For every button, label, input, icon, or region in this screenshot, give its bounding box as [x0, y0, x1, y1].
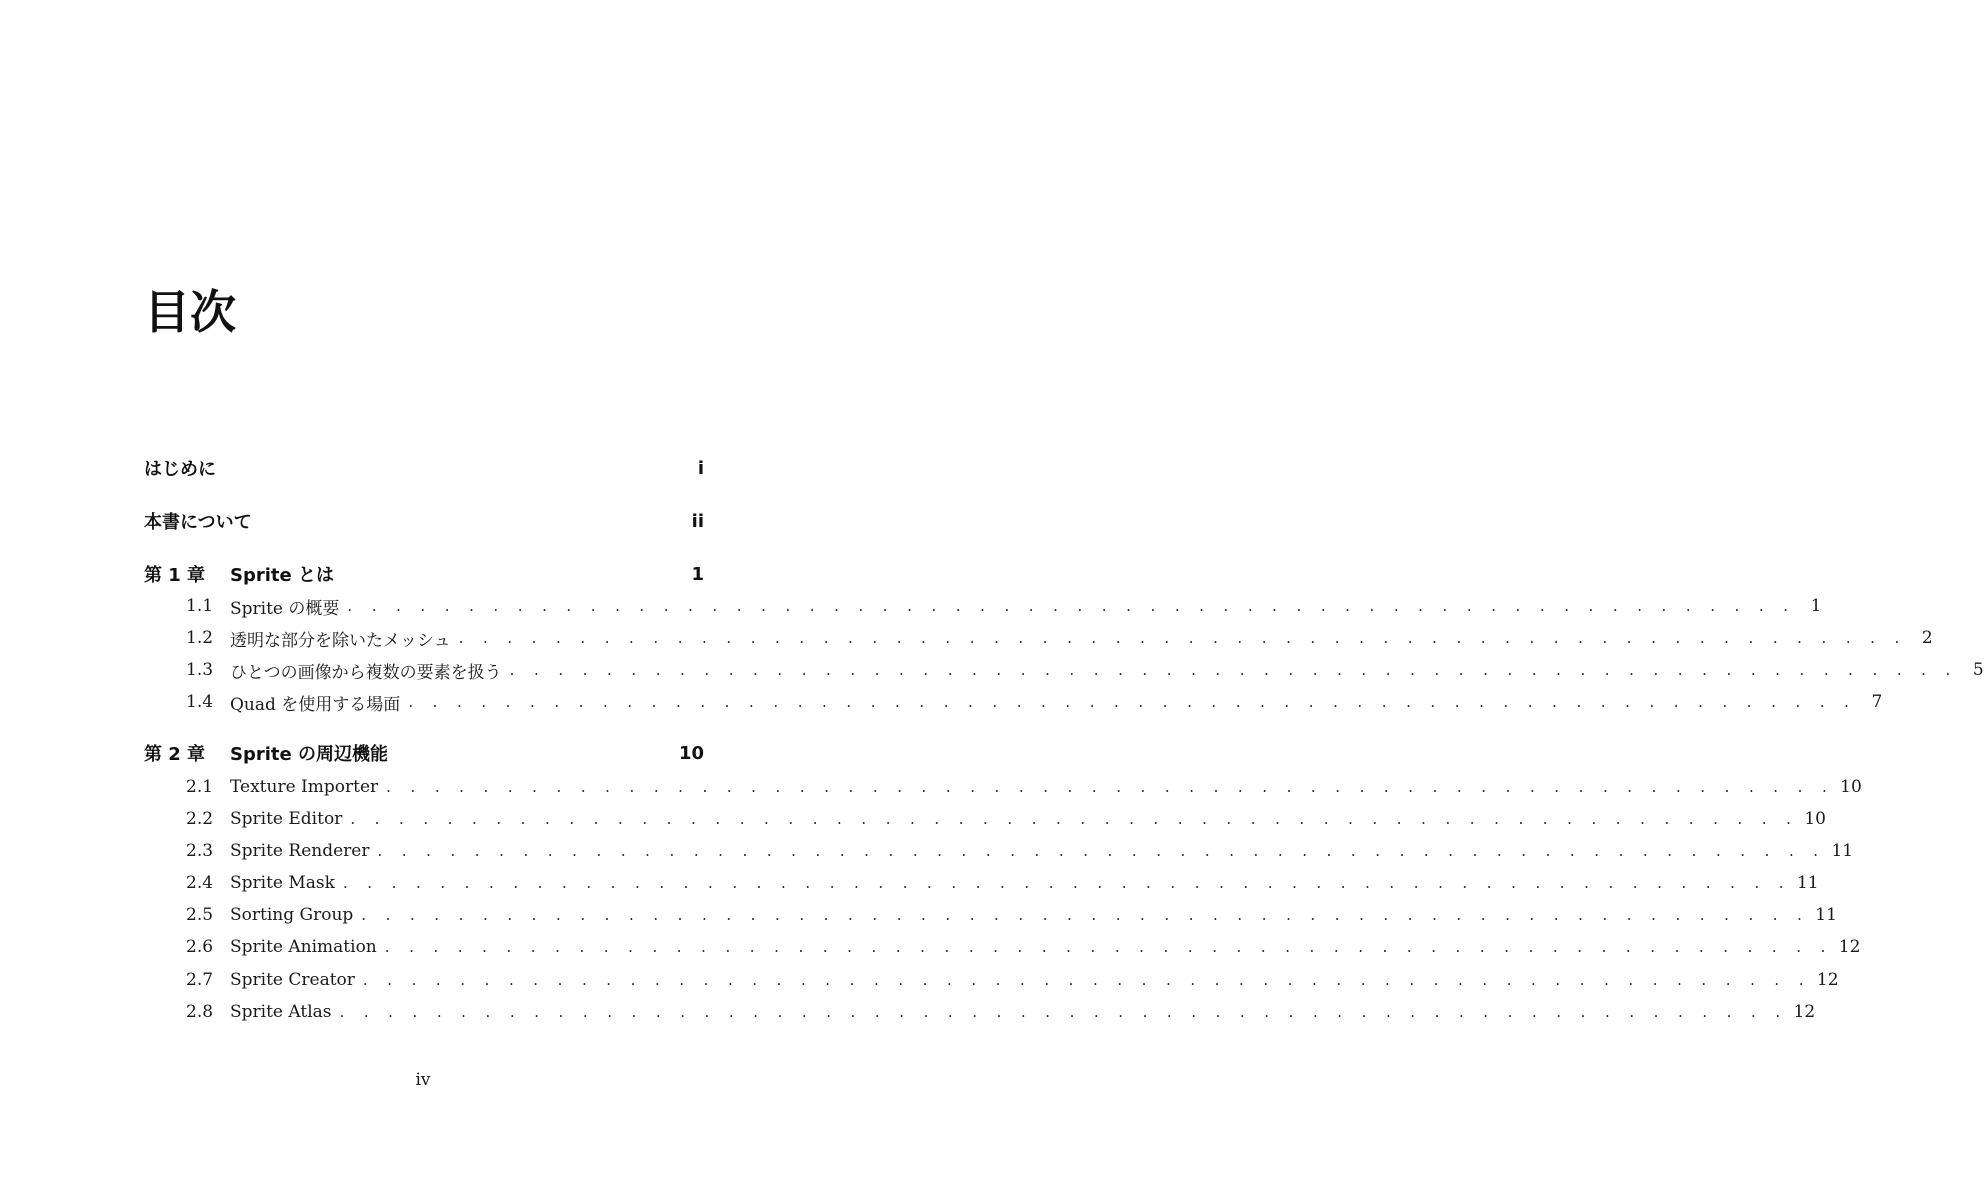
dot-leader: . . . . . . . . . . . . . . . . . . . . . . . . . . . . . . . . . . . . . . . . . . . . . . . . . . . . . . . . . . . . [408, 693, 1857, 711]
dot-leader: . . . . . . . . . . . . . . . . . . . . . . . . . . . . . . . . . . . . . . . . . . . . . . . . . . . . . . . . . . . . [384, 938, 1833, 956]
page-ref: 5 [1972, 660, 1984, 680]
dot-leader: . . . . . . . . . . . . . . . . . . . . . . . . . . . . . . . . . . . . . . . . . . . . . . . . . . . . . . . . . . . . [342, 874, 1791, 892]
page-ref: i [697, 457, 704, 479]
toc-section-entry[interactable] [144, 899, 1837, 931]
dot-leader: . . . . . . . . . . . . . . . . . . . . . . . . . . . . . . . . . . . . . . . . . . . . . . . . . . . . . . . . . . . . [509, 661, 1958, 679]
toc-section-entry[interactable] [144, 964, 1839, 996]
dot-leader: . . . . . . . . . . . . . . . . . . . . . . . . . . . . . . . . . . . . . . . . . . . . . . . . . . . . . . . . . . . . [362, 971, 1811, 989]
section-number: 1.2 [186, 628, 214, 648]
page-number: iv [415, 1070, 431, 1090]
toc-section-entry[interactable] [144, 590, 1822, 622]
page-ref: 10 [678, 742, 704, 764]
toc-heading: 目次 [144, 285, 236, 339]
section-number: 2.8 [186, 1002, 214, 1022]
toc-chapter-entry[interactable] [144, 452, 704, 484]
dot-leader: . . . . . . . . . . . . . . . . . . . . . . . . . . . . . . . . . . . . . . . . . . . . . . . . . . . . . . . . . . . . [377, 842, 1826, 860]
toc-section-entry[interactable] [144, 654, 1984, 686]
page-ref: 2 [1921, 628, 1933, 648]
chapter-title: はじめに [144, 459, 216, 480]
toc-chapter-entry[interactable] [144, 737, 704, 769]
dot-leader: . . . . . . . . . . . . . . . . . . . . . . . . . . . . . . . . . . . . . . . . . . . . . . . . . . . . . . . . . . . . [386, 778, 1835, 796]
section-number: 2.3 [186, 841, 214, 861]
toc-section-entry[interactable] [144, 996, 1816, 1028]
page-ref: 1 [691, 563, 704, 585]
section-number: 1.3 [186, 660, 214, 680]
section-number: 2.1 [186, 777, 214, 797]
section-number: 2.5 [186, 905, 214, 925]
chapter-number: 第 2 章 [144, 744, 206, 765]
toc-section-entry[interactable] [144, 867, 1819, 899]
toc-section-entry[interactable] [144, 835, 1854, 867]
page-ref: ii [691, 510, 704, 532]
page-ref: 11 [1815, 905, 1837, 925]
section-number: 1.1 [186, 596, 214, 616]
page-ref: 12 [1793, 1002, 1816, 1022]
dot-leader: . . . . . . . . . . . . . . . . . . . . . . . . . . . . . . . . . . . . . . . . . . . . . . . . . . . . . . . . . . . . [339, 1003, 1788, 1021]
toc-section-entry[interactable] [144, 803, 1826, 835]
section-number: 1.4 [186, 692, 214, 712]
section-title: Sprite Animation [230, 937, 377, 957]
page-ref: 7 [1871, 692, 1883, 712]
section-title: Sprite Renderer [230, 841, 370, 861]
chapter-title: 本書について [144, 512, 252, 533]
chapter-title: Sprite の周辺機能 [230, 744, 388, 765]
toc-section-entry[interactable] [144, 622, 1933, 654]
toc-chapter-entry[interactable] [144, 505, 704, 537]
toc-section-entry[interactable] [144, 686, 1883, 718]
section-title: Sorting Group [230, 905, 354, 925]
section-title: 透明な部分を除いたメッシュ [230, 630, 451, 651]
chapter-number: 第 1 章 [144, 565, 206, 586]
section-number: 2.7 [186, 970, 214, 990]
section-title: Sprite Editor [230, 809, 343, 829]
toc-section-entry[interactable] [144, 931, 1861, 963]
section-title: Sprite Mask [230, 873, 335, 893]
section-number: 2.6 [186, 937, 214, 957]
section-title: Sprite の概要 [230, 598, 340, 619]
page-ref: 1 [1810, 596, 1822, 616]
dot-leader: . . . . . . . . . . . . . . . . . . . . . . . . . . . . . . . . . . . . . . . . . . . . . . . . . . . . . . . . . . . . [361, 906, 1810, 924]
section-title: Sprite Atlas [230, 1002, 332, 1022]
section-title: Quad を使用する場面 [230, 694, 401, 715]
dot-leader: . . . . . . . . . . . . . . . . . . . . . . . . . . . . . . . . . . . . . . . . . . . . . . . . . . . . . . . . . . . . [350, 810, 1799, 828]
section-title: Sprite Creator [230, 970, 355, 990]
page-ref: 11 [1796, 873, 1819, 893]
page-ref: 12 [1816, 970, 1839, 990]
chapter-title: Sprite とは [230, 565, 334, 586]
toc-chapter-entry[interactable] [144, 558, 704, 590]
section-number: 2.4 [186, 873, 214, 893]
page-ref: 12 [1838, 937, 1861, 957]
section-title: ひとつの画像から複数の要素を扱う [230, 662, 502, 683]
section-number: 2.2 [186, 809, 214, 829]
page-ref: 10 [1840, 777, 1862, 797]
dot-leader: . . . . . . . . . . . . . . . . . . . . . . . . . . . . . . . . . . . . . . . . . . . . . . . . . . . . . . . . . . . . [347, 597, 1796, 615]
page-ref: 11 [1831, 841, 1854, 861]
section-title: Texture Importer [230, 777, 379, 797]
dot-leader: . . . . . . . . . . . . . . . . . . . . . . . . . . . . . . . . . . . . . . . . . . . . . . . . . . . . . . . . . . . . [458, 629, 1907, 647]
toc-section-entry[interactable] [144, 771, 1862, 803]
page-ref: 10 [1804, 809, 1826, 829]
